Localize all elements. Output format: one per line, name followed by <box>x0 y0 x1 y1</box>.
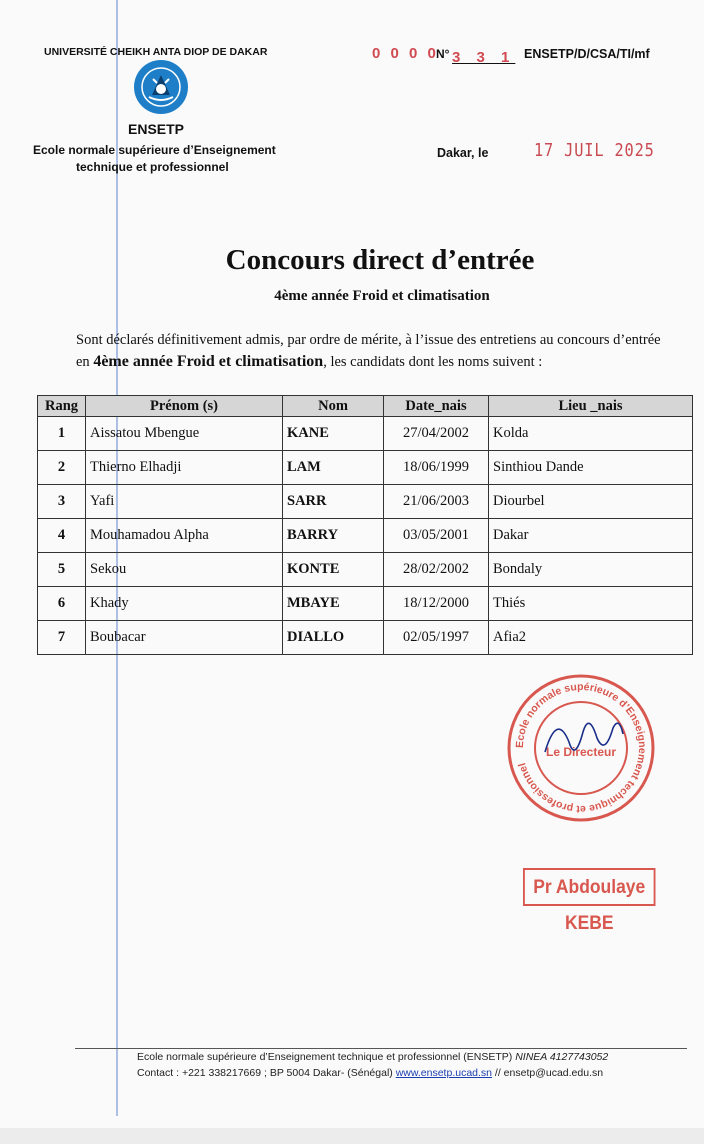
cell-nom: DIALLO <box>283 621 384 655</box>
column-header-prenom: Prénom (s) <box>86 396 283 417</box>
cell-prenom: Mouhamadou Alpha <box>86 519 283 553</box>
cell-date-nais: 18/06/1999 <box>384 451 489 485</box>
footer-website-link[interactable]: www.ensetp.ucad.sn <box>395 1067 493 1079</box>
table-row <box>38 587 693 621</box>
school-logo-icon <box>134 60 188 114</box>
cell-lieu-nais: Afia2 <box>489 621 693 655</box>
stamp-ring-text: Ecole normale supérieure d’Enseignement technique et professionnel <box>513 680 649 816</box>
cell-date-nais: 02/05/1997 <box>384 621 489 655</box>
table-header-row <box>38 396 693 417</box>
reference-no-label: N° <box>436 47 450 61</box>
reference-code: ENSETP/D/CSA/TI/mf <box>524 47 650 61</box>
cell-rang: 7 <box>38 621 86 655</box>
column-header-nom: Nom <box>283 396 384 417</box>
signatory-name-stamp: Pr Abdoulaye KEBE <box>523 868 655 906</box>
cell-rang: 6 <box>38 587 86 621</box>
table-row <box>38 621 693 655</box>
column-header-rang: Rang <box>38 396 86 417</box>
cell-nom: MBAYE <box>283 587 384 621</box>
cell-nom: KONTE <box>283 553 384 587</box>
intro-text-bold: 4ème année Froid et climatisation <box>93 353 324 370</box>
cell-prenom: Yafi <box>86 485 283 519</box>
cell-lieu-nais: Dakar <box>489 519 693 553</box>
cell-prenom: Sekou <box>86 553 283 587</box>
table-row <box>38 451 693 485</box>
cell-nom: KANE <box>283 417 384 451</box>
date-stamp: 17 JUIL 2025 <box>534 140 655 161</box>
cell-rang: 2 <box>38 451 86 485</box>
place-label: Dakar, le <box>437 146 489 160</box>
cell-date-nais: 28/02/2002 <box>384 553 489 587</box>
intro-paragraph <box>76 329 676 373</box>
cell-rang: 5 <box>38 553 86 587</box>
cell-date-nais: 27/04/2002 <box>384 417 489 451</box>
column-header-lieu-nais: Lieu _nais <box>489 396 693 417</box>
cell-nom: LAM <box>283 451 384 485</box>
document-subtitle: 4ème année Froid et climatisation <box>274 288 490 304</box>
cell-rang: 1 <box>38 417 86 451</box>
cell-prenom: Aissatou Mbengue <box>86 417 283 451</box>
footer-ninea: NINEA 4127743052 <box>515 1051 609 1063</box>
cell-date-nais: 03/05/2001 <box>384 519 489 553</box>
stamp-title: Le Directeur <box>545 745 617 759</box>
footer-contact: Contact : +221 338217669 ; BP 5004 Dakar- (Sénégal) <box>137 1067 396 1079</box>
cell-nom: BARRY <box>283 519 384 553</box>
table-row <box>38 485 693 519</box>
university-name: UNIVERSITÉ CHEIKH ANTA DIOP DE DAKAR <box>44 46 268 58</box>
intro-text-part1: Sont déclarés définitivement admis, par ordre de mérite, à l’issue des entretiens au concours d’entrée en <box>76 332 661 370</box>
cell-lieu-nais: Sinthiou Dande <box>489 451 693 485</box>
cell-lieu-nais: Bondaly <box>489 553 693 587</box>
reference-number-stamp: 3 3 1 <box>452 49 516 66</box>
intro-text-part2: , les candidats dont les noms suivent : <box>323 354 543 370</box>
cell-lieu-nais: Diourbel <box>489 485 693 519</box>
cell-prenom: Boubacar <box>86 621 283 655</box>
footer-line2 <box>137 1067 603 1079</box>
school-name-line1: Ecole normale supérieure d’Enseignement <box>33 143 276 157</box>
footer-school-name: Ecole normale supérieure d’Enseignement technique et professionnel (ENSETP) <box>137 1051 516 1063</box>
table-row <box>38 519 693 553</box>
school-acronym: ENSETP <box>128 121 185 137</box>
cell-lieu-nais: Thiés <box>489 587 693 621</box>
school-name-line2: technique et professionnel <box>76 160 229 174</box>
reference-prefix-stamp: 0 0 0 0 <box>372 45 439 62</box>
table-row <box>38 553 693 587</box>
document-title: Concours direct d’entrée <box>225 244 535 276</box>
footer-divider <box>75 1048 687 1049</box>
admitted-candidates-table <box>37 395 693 655</box>
cell-prenom: Thierno Elhadji <box>86 451 283 485</box>
cell-rang: 4 <box>38 519 86 553</box>
column-header-date-nais: Date_nais <box>384 396 489 417</box>
cell-rang: 3 <box>38 485 86 519</box>
table-row <box>38 417 693 451</box>
cell-nom: SARR <box>283 485 384 519</box>
cell-date-nais: 21/06/2003 <box>384 485 489 519</box>
cell-prenom: Khady <box>86 587 283 621</box>
footer-email: // ensetp@ucad.edu.sn <box>492 1067 604 1079</box>
cell-date-nais: 18/12/2000 <box>384 587 489 621</box>
cell-lieu-nais: Kolda <box>489 417 693 451</box>
official-stamp <box>505 672 657 824</box>
footer-line1 <box>137 1051 608 1063</box>
